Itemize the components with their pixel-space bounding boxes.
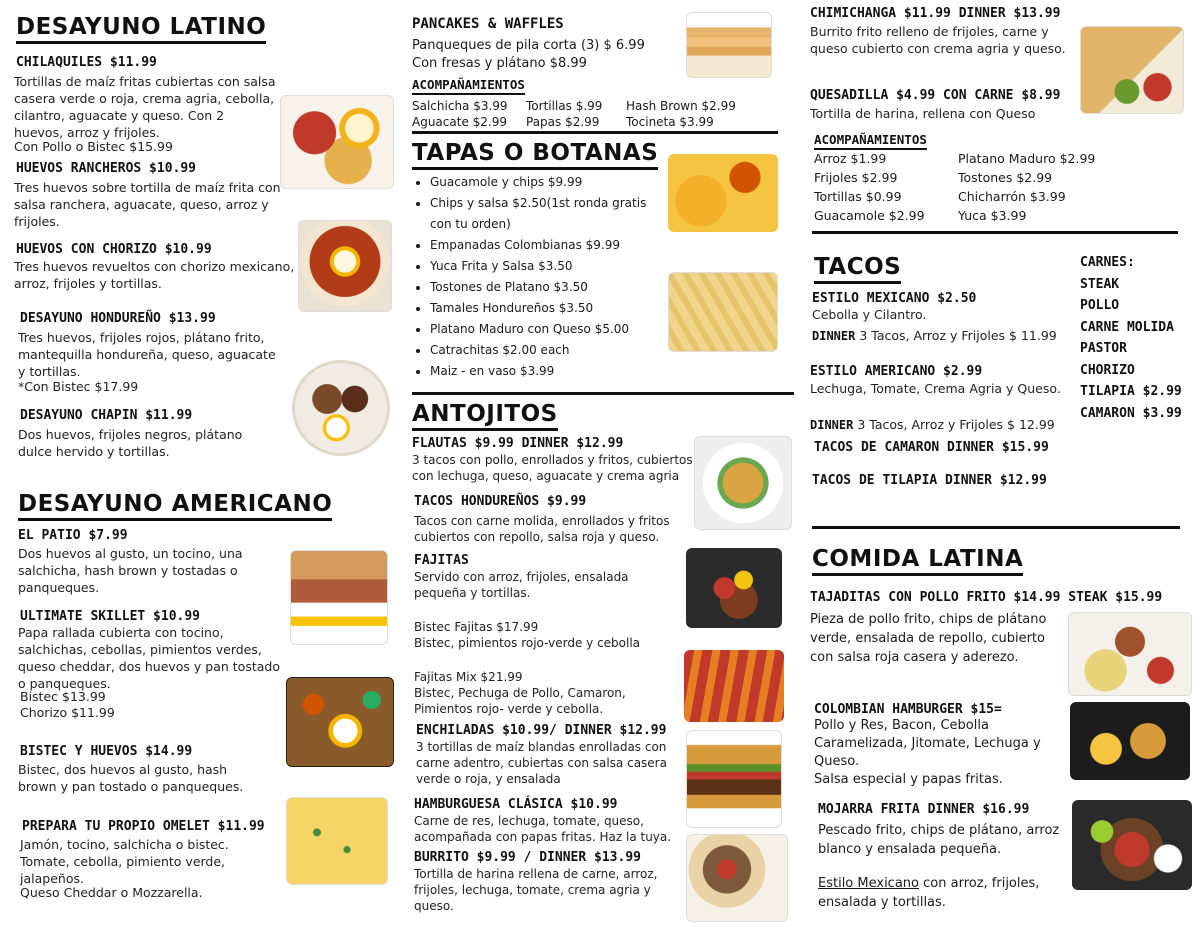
divider bbox=[412, 392, 794, 395]
mojarra-photo bbox=[1072, 800, 1192, 890]
taco-americano-name: ESTILO AMERICANO $2.99 bbox=[810, 364, 983, 379]
tapas-item: • Empanadas Colombianas $9.99 bbox=[430, 235, 652, 256]
tapas-item: • Yuca Frita y Salsa $3.50 bbox=[430, 256, 652, 277]
taco-dinner2 bbox=[810, 416, 1055, 434]
hamburguesa-name: HAMBURGUESA CLÁSICA $10.99 bbox=[414, 797, 618, 812]
desayuno-chapin-desc: Dos huevos, frijoles negros, plátano dulce hervido y tortillas. bbox=[18, 427, 243, 459]
estilo-mexicano-label: Estilo Mexicano bbox=[818, 876, 919, 891]
ultimate-skillet-name: ULTIMATE SKILLET $10.99 bbox=[20, 609, 201, 624]
acomp-right-title: ACOMPAÑAMIENTOS bbox=[814, 132, 927, 150]
tapas-item: • Tostones de Platano $3.50 bbox=[430, 277, 652, 298]
carne-item: STEAK bbox=[1080, 276, 1120, 292]
chimichanga-name: CHIMICHANGA $11.99 DINNER $13.99 bbox=[810, 6, 1061, 21]
dinner-label: DINNER bbox=[810, 418, 854, 432]
omelet-desc: Jamón, tocino, salchicha o bistec. Tomate, cebolla, pimiento verde, jalapeños. bbox=[20, 837, 229, 886]
chilaquiles-extra: Con Pollo o Bistec $15.99 bbox=[14, 139, 173, 154]
acomp-item: Tocineta $3.99 bbox=[626, 115, 714, 129]
mojarra-estilo bbox=[818, 874, 1062, 912]
divider bbox=[812, 231, 1178, 234]
omelet-name: PREPARA TU PROPIO OMELET $11.99 bbox=[22, 819, 265, 834]
el-patio-desc: Dos huevos al gusto, un tocino, una salchicha, hash brown y tostadas o panqueques. bbox=[18, 546, 243, 595]
colombian-photo bbox=[1070, 702, 1190, 780]
acomp-item: Tortillas $.99 bbox=[526, 99, 603, 113]
desayuno-chapin-name: DESAYUNO CHAPIN $11.99 bbox=[20, 408, 193, 423]
acomp-item: Platano Maduro $2.99 bbox=[958, 151, 1096, 166]
carnes-list bbox=[1080, 252, 1182, 424]
acomp-item: Guacamole $2.99 bbox=[814, 208, 925, 223]
acomp-item: Aguacate $2.99 bbox=[412, 115, 507, 129]
chilaquiles-name: CHILAQUILES $11.99 bbox=[16, 55, 157, 70]
pancakes-name: PANCAKES & WAFFLES bbox=[412, 16, 564, 32]
burrito-desc: Tortilla de harina rellena de carne, arroz, frijoles, lechuga, tomate, crema agria y queso. bbox=[414, 867, 658, 913]
carne-item: POLLO bbox=[1080, 298, 1120, 313]
huevos-chorizo-name: HUEVOS CON CHORIZO $10.99 bbox=[16, 242, 212, 257]
acomp-right-list bbox=[814, 150, 1118, 225]
acomp-item: Hash Brown $2.99 bbox=[626, 99, 736, 113]
ultimate-skillet-photo bbox=[286, 677, 394, 767]
mojarra-desc: Pescado frito, chips de plátano, arroz blanco y ensalada pequeña. bbox=[818, 823, 1060, 857]
ultimate-skillet-desc: Papa rallada cubierta con tocino, salchichas, cebollas, pimientos verdes, queso cheddar, dos huevos y pan tostado o panqueques. bbox=[18, 625, 280, 691]
tapas-item: • Platano Maduro con Queso $5.00 bbox=[430, 319, 652, 340]
tapas-list bbox=[412, 172, 652, 382]
carne-item: TILAPIA $2.99 bbox=[1080, 384, 1182, 399]
pancakes-line2: Con fresas y plátano $8.99 bbox=[412, 56, 587, 71]
divider bbox=[812, 526, 1180, 529]
tacos-tilapia: TACOS DE TILAPIA DINNER $12.99 bbox=[812, 473, 1047, 488]
huevos-chorizo-photo bbox=[298, 220, 392, 312]
taco-mexicano-desc: Cebolla y Cilantro. bbox=[812, 307, 927, 322]
bistec-huevos-name: BISTEC Y HUEVOS $14.99 bbox=[20, 744, 193, 759]
flautas-photo bbox=[694, 436, 792, 530]
estilo-mexicano-desc: con arroz, frijoles, ensalada y tortillas. bbox=[818, 876, 1040, 910]
tacos-hondurenos-name: TACOS HONDUREÑOS $9.99 bbox=[414, 494, 587, 509]
carne-item: PASTOR bbox=[1080, 341, 1127, 356]
desayuno-hondureno-desc: Tres huevos, frijoles rojos, plátano frito, mantequilla hondureña, queso, aguacate y tortillas. bbox=[18, 330, 276, 379]
desayuno-hondureno-name: DESAYUNO HONDUREÑO $13.99 bbox=[20, 311, 216, 326]
fajitas-mix-desc: Bistec, Pechuga de Pollo, Camaron, Pimientos rojo- verde y cebolla. bbox=[414, 686, 626, 716]
tapas-item: • Tamales Hondureños $3.50 bbox=[430, 298, 652, 319]
tapas-item: • Chips y salsa $2.50(1st ronda gratis con tu orden) bbox=[430, 193, 652, 235]
fajitas-photo bbox=[686, 548, 782, 628]
tacos-hondurenos-desc: Tacos con carne molida, enrollados y fritos cubiertos con repollo, salsa roja y queso. bbox=[414, 514, 670, 544]
tapas-item: • Guacamole y chips $9.99 bbox=[430, 172, 652, 193]
desayuno-americano-title: DESAYUNO AMERICANO bbox=[18, 491, 332, 521]
carnes-title: CARNES: bbox=[1080, 255, 1135, 270]
fajitas-mix-name: Fajitas Mix $21.99 bbox=[414, 670, 523, 684]
acomp-item: Tostones $2.99 bbox=[958, 170, 1053, 185]
el-patio-name: EL PATIO $7.99 bbox=[18, 528, 128, 543]
desayuno-hondureno-extra: *Con Bistec $17.99 bbox=[18, 379, 139, 394]
ultimate-skillet-chorizo: Chorizo $11.99 bbox=[20, 705, 115, 720]
el-patio-photo bbox=[290, 550, 388, 645]
fajitas-desc: Servido con arroz, frijoles, ensalada pequeña y tortillas. bbox=[414, 570, 629, 600]
chimichanga-photo bbox=[1080, 26, 1184, 114]
quesadilla-desc: Tortilla de harina, rellena con Queso bbox=[810, 106, 1036, 121]
dinner-desc: 3 Tacos, Arroz y Frijoles $ 12.99 bbox=[853, 417, 1055, 432]
tapas-item: • Catrachitas $2.00 each bbox=[430, 340, 652, 361]
acomp-item: Chicharrón $3.99 bbox=[958, 189, 1066, 204]
omelet-photo bbox=[286, 797, 388, 885]
carne-item: CHORIZO bbox=[1080, 362, 1135, 378]
divider bbox=[412, 131, 778, 134]
pancakes-acomp-title: ACOMPAÑAMIENTOS bbox=[412, 77, 525, 95]
empanadas-photo bbox=[668, 154, 778, 232]
tapas-title: TAPAS O BOTANAS bbox=[412, 140, 658, 170]
acomp-item: Yuca $3.99 bbox=[958, 208, 1027, 223]
fajitas-name: FAJITAS bbox=[414, 553, 469, 568]
huevos-rancheros-desc: Tres huevos sobre tortilla de maíz frita con salsa ranchera, aguacate, queso, arroz y frijoles. bbox=[14, 180, 281, 229]
yuca-photo bbox=[668, 272, 778, 352]
flautas-desc: 3 tacos con pollo, enrollados y fritos, cubiertos con lechuga, queso, aguacate y crema agria bbox=[412, 453, 693, 483]
quesadilla-name: QUESADILLA $4.99 CON CARNE $8.99 bbox=[810, 88, 1061, 103]
tajaditas-desc: Pieza de pollo frito, chips de plátano verde, ensalada de repollo, cubierto con salsa roja casera y aderezo. bbox=[810, 612, 1047, 665]
huevos-chorizo-desc: Tres huevos revueltos con chorizo mexicano, arroz, frijoles y tortillas. bbox=[14, 259, 295, 291]
tajaditas-name: TAJADITAS CON POLLO FRITO $14.99 STEAK $15.99 bbox=[810, 590, 1163, 605]
hamburguesa-photo bbox=[686, 730, 782, 828]
hamburguesa-desc: Carne de res, lechuga, tomate, queso, acompañada con papas fritas. Haz la tuya. bbox=[414, 814, 672, 844]
colombian-desc: Pollo y Res, Bacon, Cebolla Caramelizada, Jitomate, Lechuga y Queso. bbox=[814, 718, 1041, 769]
tapas-item: • Maiz - en vaso $3.99 bbox=[430, 361, 652, 382]
omelet-extra: Queso Cheddar o Mozzarella. bbox=[20, 885, 203, 900]
flautas-name: FLAUTAS $9.99 DINNER $12.99 bbox=[412, 436, 624, 451]
huevos-rancheros-name: HUEVOS RANCHEROS $10.99 bbox=[16, 161, 197, 176]
enchiladas-photo bbox=[684, 650, 784, 722]
chimichanga-desc: Burrito frito relleno de frijoles, carne y queso cubierto con crema agria y queso. bbox=[810, 24, 1066, 56]
carne-item: CARNE MOLIDA bbox=[1080, 319, 1174, 335]
dinner-label: DINNER bbox=[812, 329, 856, 343]
enchiladas-desc: 3 tortillas de maíz blandas enrolladas con carne adentro, cubiertas con salsa casera verde o roja, y ensalada bbox=[416, 740, 667, 786]
tajaditas-photo bbox=[1068, 612, 1192, 696]
bistec-huevos-desc: Bistec, dos huevos al gusto, hash brown y pan tostado o panqueques. bbox=[18, 762, 244, 794]
comida-latina-title: COMIDA LATINA bbox=[812, 546, 1023, 576]
enchiladas-name: ENCHILADAS $10.99/ DINNER $12.99 bbox=[416, 723, 667, 738]
taco-dinner1 bbox=[812, 327, 1057, 345]
burrito-name: BURRITO $9.99 / DINNER $13.99 bbox=[414, 850, 641, 865]
acomp-item: Arroz $1.99 bbox=[814, 151, 887, 166]
colombian-name: COLOMBIAN HAMBURGER $15= bbox=[814, 702, 1002, 717]
carne-item: CAMARON $3.99 bbox=[1080, 405, 1182, 421]
chilaquiles-desc: Tortillas de maíz fritas cubiertas con salsa casera verde o roja, crema agria, cebolla, cilantro, aguacate y queso. Con 2 huevos, arroz y frijoles. bbox=[14, 74, 276, 140]
desayuno-hondureno-photo bbox=[292, 360, 390, 456]
desayuno-latino-title: DESAYUNO LATINO bbox=[16, 14, 266, 44]
acomp-item: Frijoles $2.99 bbox=[814, 170, 898, 185]
pancakes-photo bbox=[686, 12, 772, 78]
acomp-item: Salchicha $3.99 bbox=[412, 99, 508, 113]
colombian-extra: Salsa especial y papas fritas. bbox=[814, 772, 1003, 787]
bistec-fajitas-name: Bistec Fajitas $17.99 bbox=[414, 620, 539, 634]
burrito-photo bbox=[686, 834, 788, 922]
pancakes-line1: Panqueques de pila corta (3) $ 6.99 bbox=[412, 38, 645, 53]
mojarra-name: MOJARRA FRITA DINNER $16.99 bbox=[818, 802, 1030, 817]
bistec-fajitas-desc: Bistec, pimientos rojo-verde y cebolla bbox=[414, 636, 641, 650]
pancakes-acomp-list bbox=[412, 98, 746, 130]
dinner-desc: 3 Tacos, Arroz y Frijoles $ 11.99 bbox=[855, 328, 1057, 343]
tacos-title: TACOS bbox=[814, 254, 901, 284]
chilaquiles-photo bbox=[280, 95, 394, 189]
taco-mexicano-name: ESTILO MEXICANO $2.50 bbox=[812, 291, 977, 306]
antojitos-title: ANTOJITOS bbox=[412, 401, 558, 431]
tacos-camaron: TACOS DE CAMARON DINNER $15.99 bbox=[814, 440, 1049, 455]
taco-americano-desc: Lechuga, Tomate, Crema Agria y Queso. bbox=[810, 381, 1061, 396]
acomp-item: Tortillas $0.99 bbox=[814, 189, 902, 204]
ultimate-skillet-bistec: Bistec $13.99 bbox=[20, 689, 106, 704]
acomp-item: Papas $2.99 bbox=[526, 115, 600, 129]
